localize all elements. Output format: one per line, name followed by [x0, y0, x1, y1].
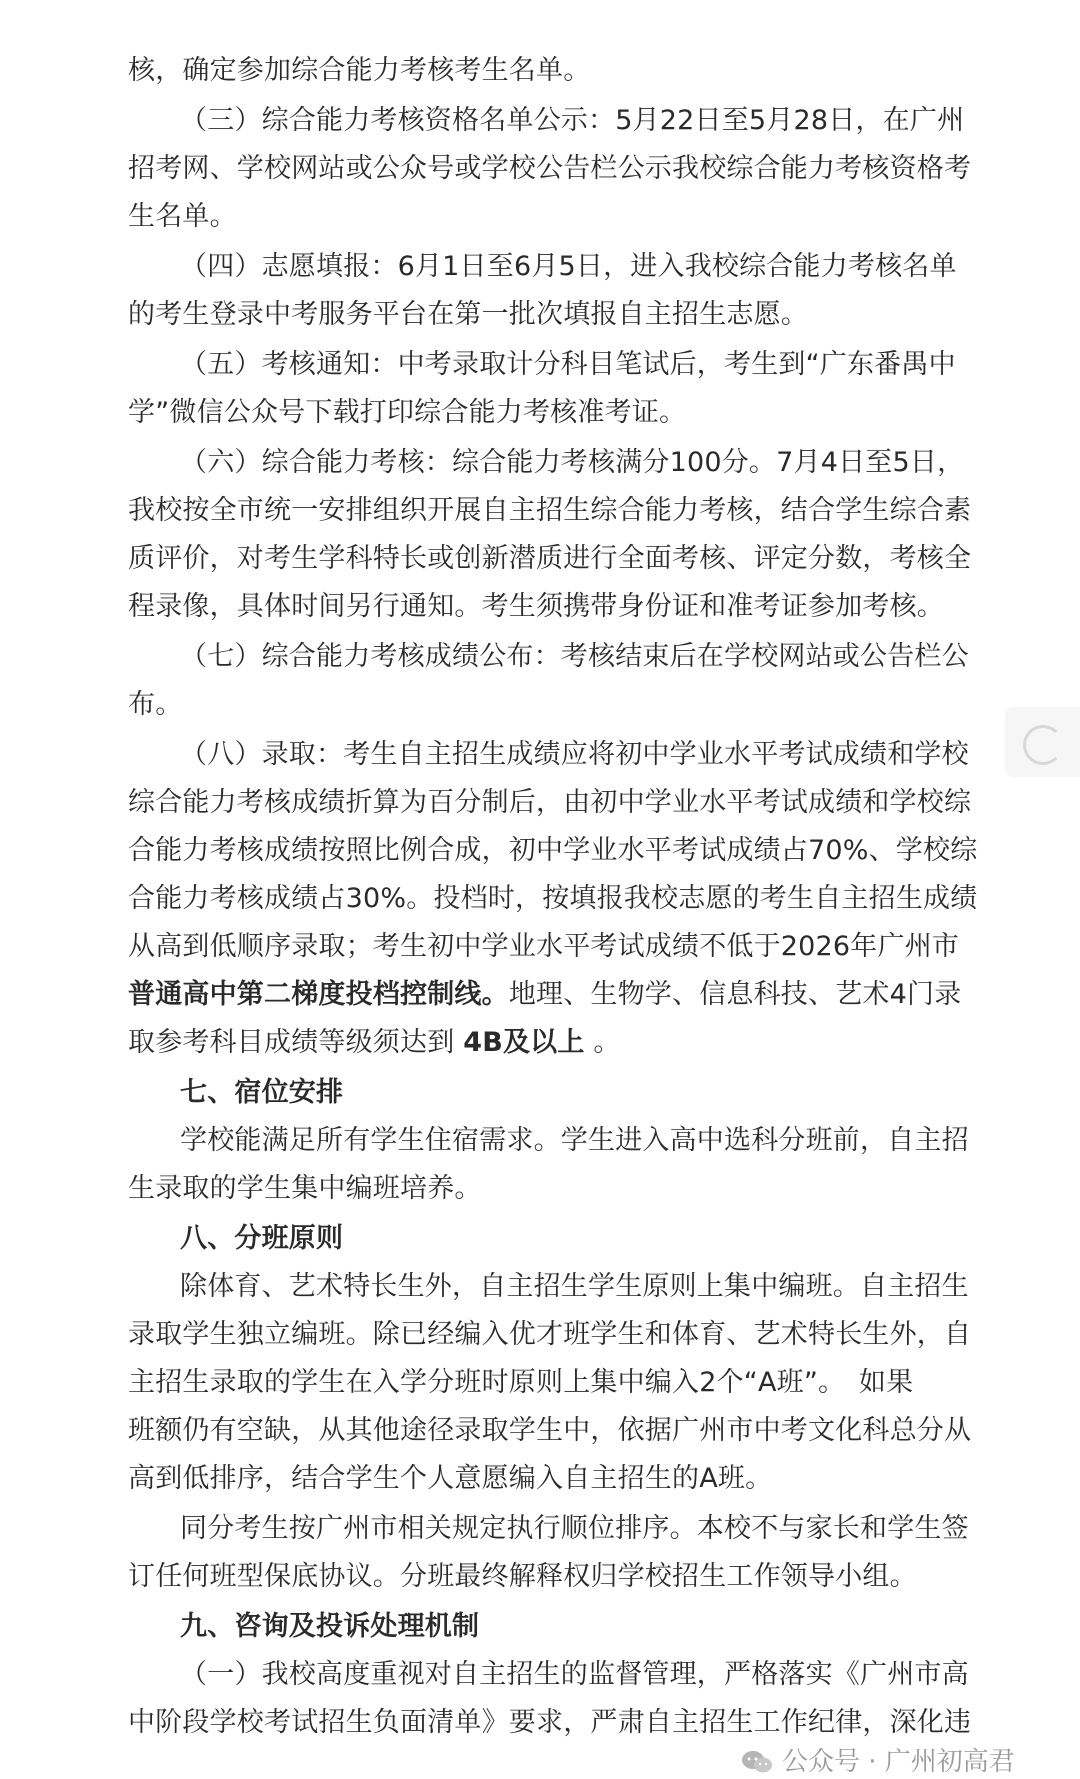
bold-text: 4B及以上 — [463, 1027, 585, 1058]
text-line: 生录取的学生集中编班培养。 — [128, 1173, 482, 1204]
text-line: （一）我校高度重视对自主招生的监督管理，严格落实《广州市高 — [180, 1659, 969, 1690]
text-line: 生名单。 — [128, 201, 237, 232]
section-heading: 七、宿位安排 — [180, 1077, 344, 1108]
text-line: （四）志愿填报：6月1日至6月5日，进入我校综合能力考核名单 — [180, 251, 957, 282]
source-watermark — [740, 1747, 1015, 1777]
text-line: 程录像，具体时间另行通知。考生须携带身份证和准考证参加考核。 — [128, 591, 944, 622]
text-line: 中阶段学校考试招生负面清单》要求，严肃自主招生工作纪律，深化违 — [128, 1707, 972, 1738]
text-line: 质评价，对考生学科特长或创新潜质进行全面考核、评定分数，考核全 — [128, 543, 972, 574]
wechat-icon — [740, 1749, 774, 1775]
text-line: 班额仍有空缺，从其他途径录取学生中，依据广州市中考文化科总分从 — [128, 1415, 972, 1446]
text-line: 合能力考核成绩按照比例合成，初中学业水平考试成绩占70%、学校综 — [128, 835, 978, 866]
text-line: 综合能力考核成绩折算为百分制后，由初中学业水平考试成绩和学校综 — [128, 787, 972, 818]
section-heading: 九、咨询及投诉处理机制 — [180, 1611, 480, 1642]
text-line: 布。 — [128, 689, 183, 720]
text-line: （七）综合能力考核成绩公布：考核结束后在学校网站或公告栏公 — [180, 641, 969, 672]
text-line: 的考生登录中考服务平台在第一批次填报自主招生志愿。 — [128, 299, 808, 330]
watermark-text: 公众号 · 广州初高君 — [782, 1747, 1015, 1777]
text-line: （五）考核通知：中考录取计分科目笔试后，考生到“广东番禺中 — [180, 349, 956, 380]
text-line: （六）综合能力考核：综合能力考核满分100分。7月4日至5日， — [180, 447, 965, 478]
side-overlay-icon — [1005, 707, 1080, 777]
text-line: 核，确定参加综合能力考核考生名单。 — [128, 55, 591, 86]
text-line: 我校按全市统一安排组织开展自主招生综合能力考核，结合学生综合素 — [128, 495, 972, 526]
text-line: 同分考生按广州市相关规定执行顺位排序。本校不与家长和学生签 — [180, 1513, 969, 1544]
text-span: 。 — [593, 1027, 621, 1058]
text-span: 地理、生物学、信息科技、艺术4门录 — [508, 979, 962, 1010]
text-line: 录取学生独立编班。除已经编入优才班学生和体育、艺术特长生外，自 — [128, 1319, 972, 1350]
text-line: 订任何班型保底协议。分班最终解释权归学校招生工作领导小组。 — [128, 1561, 917, 1592]
text-line: 主招生录取的学生在入学分班时原则上集中编入2个“A班”。 如果 — [128, 1367, 914, 1398]
text-line: 合能力考核成绩占30%。投档时，按填报我校志愿的考生自主招生成绩 — [128, 883, 978, 914]
text-line: 高到低排序，结合学生个人意愿编入自主招生的A班。 — [128, 1463, 773, 1494]
text-line: （八）录取：考生自主招生成绩应将初中学业水平考试成绩和学校 — [180, 739, 969, 770]
text-span: 取参考科目成绩等级须达到 — [128, 1027, 455, 1058]
text-line: 学校能满足所有学生住宿需求。学生进入高中选科分班前，自主招 — [180, 1125, 969, 1156]
text-line: （三）综合能力考核资格名单公示：5月22日至5月28日，在广州 — [180, 105, 965, 136]
bold-text: 普通高中第二梯度投档控制线。 — [128, 979, 509, 1010]
text-line — [128, 978, 961, 1012]
section-heading: 八、分班原则 — [180, 1223, 344, 1254]
text-line: 学”微信公众号下载打印综合能力考核准考证。 — [128, 397, 687, 428]
text-line: 从高到低顺序录取；考生初中学业水平考试成绩不低于2026年广州市 — [128, 931, 960, 962]
text-line: 除体育、艺术特长生外，自主招生学生原则上集中编班。自主招生 — [180, 1271, 969, 1302]
text-line: 招考网、学校网站或公众号或学校公告栏公示我校综合能力考核资格考 — [128, 153, 972, 184]
text-line — [128, 1026, 621, 1060]
